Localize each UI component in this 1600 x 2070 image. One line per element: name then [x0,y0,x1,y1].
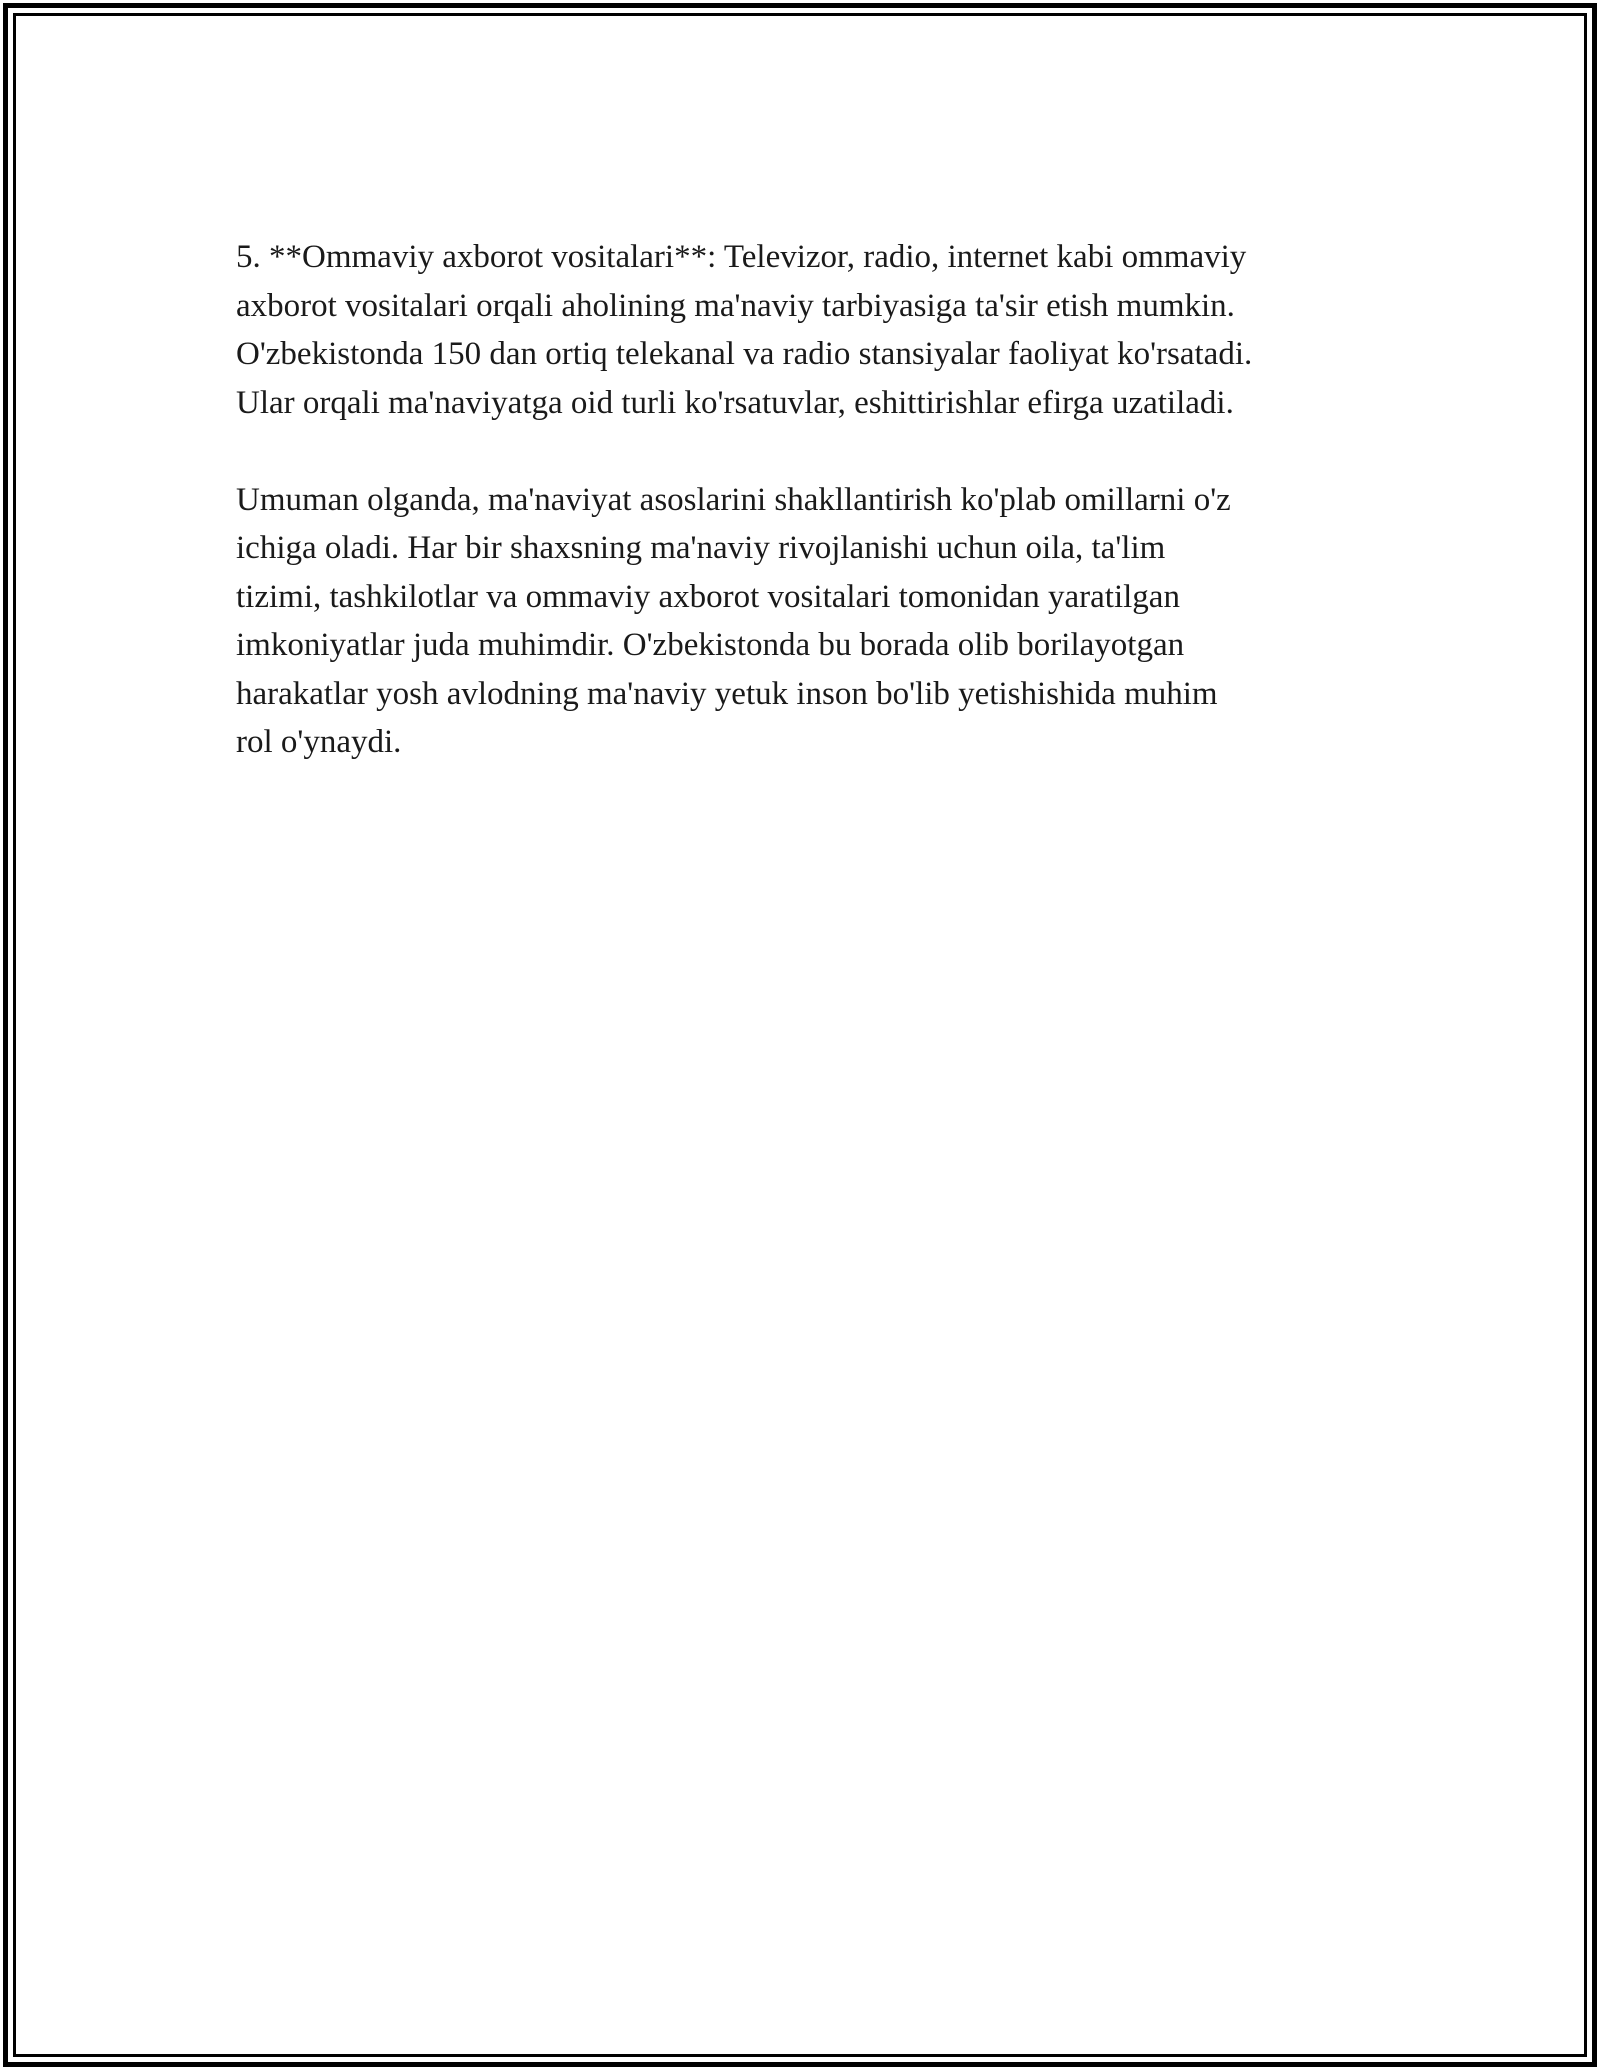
text-line: Umuman olganda, ma'naviyat asoslarini shakllantirish ko'plab omillarni o'z [236,481,1231,518]
text-line: Ular orqali ma'naviyatga oid turli ko'rsatuvlar, eshittirishlar efirga uzatiladi. [236,384,1234,421]
document-body [236,233,1366,767]
text-line: imkoniyatlar juda muhimdir. O'zbekistonda bu borada olib borilayotgan [236,627,1185,663]
text-line: O'zbekistonda 150 dan ortiq telekanal va radio stansiyalar faoliyat ko'rsatadi. [236,336,1253,372]
text-line: ichiga oladi. Har bir shaxsning ma'naviy rivojlanishi uchun oila, ta'lim [236,530,1166,566]
paragraph-mass-media [236,233,1366,427]
text-line: 5. **Ommaviy axborot vositalari**: Televizor, radio, internet kabi ommaviy [236,239,1247,275]
text-line: axborot vositalari orqali aholining ma'naviy tarbiyasiga ta'sir etish mumkin. [236,287,1235,324]
text-line: rol o'ynaydi. [236,724,402,760]
text-line: tizimi, tashkilotlar va ommaviy axborot vositalari tomonidan yaratilgan [236,578,1180,615]
paragraph-conclusion [236,476,1366,767]
text-line: harakatlar yosh avlodning ma'naviy yetuk inson bo'lib yetishishida muhim [236,675,1218,712]
